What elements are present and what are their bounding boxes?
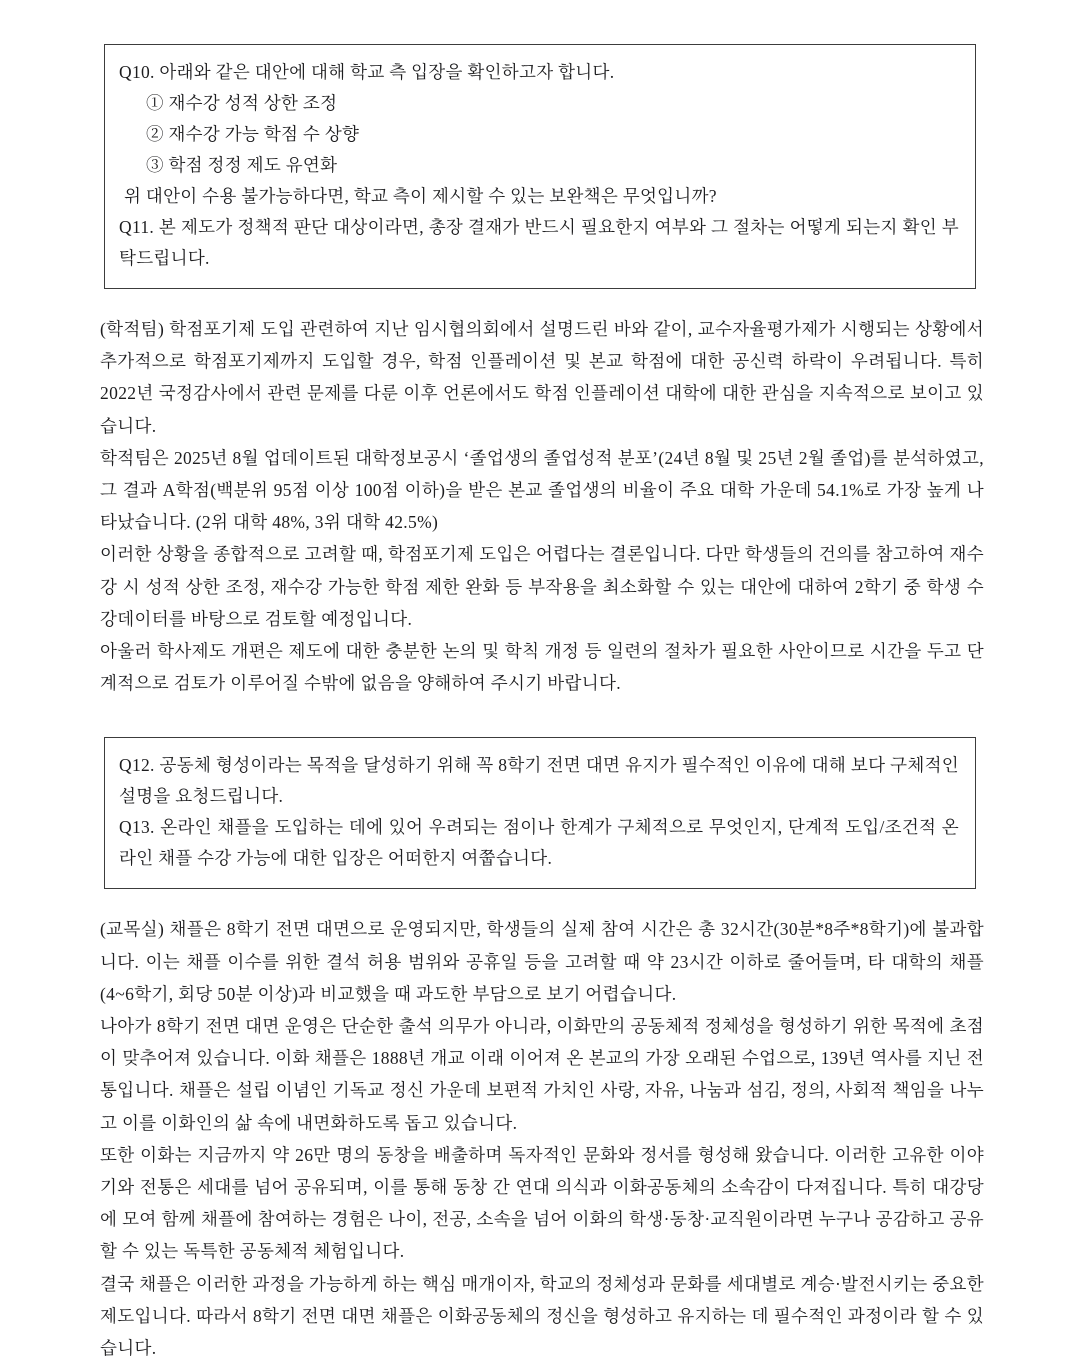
response-paragraph: (학적팀) 학점포기제 도입 관련하여 지난 임시협의회에서 설명드린 바와 같이, 교수자율평가제가 시행되는 상황에서 추가적으로 학점포기제까지 도입할 경우, 학점 인플레이션 및 본교 학점에 대한 공신력 하락이 우려됩니다. 특히 2022년 국정감사에서 관련 문제를 다룬 이후 언론에서도 학점 인플레이션 대학에 대한 관심을 지속적으로 보이고 있습니다. [100,319,984,436]
response-hakjeok-team [100,313,984,699]
question-q13: Q13. 온라인 채플을 도입하는 데에 있어 우려되는 점이나 한계가 구체적으로 무엇인지, 단계적 도입/조건적 온라인 채플 수강 가능에 대한 입장은 어떠한지 여쭙습니다. [119,817,959,869]
response-paragraph: 아울러 학사제도 개편은 제도에 대한 충분한 논의 및 학칙 개정 등 일련의 절차가 필요한 사안이므로 시간을 두고 단계적으로 검토가 이루어질 수밖에 없음을 양해하여 주시기 바랍니다. [100,641,984,694]
response-paragraph: 나아가 8학기 전면 대면 운영은 단순한 출석 의무가 아니라, 이화만의 공동체적 정체성을 형성하기 위한 목적에 초점이 맞추어져 있습니다. 이화 채플은 1888년 개교 이래 이어져 온 본교의 가장 오래된 수업으로, 139년 역사를 지닌 전통입니다. 채플은 설립 이념인 기독교 정신 가운데 보편적 가치인 사랑, 자유, 나눔과 섬김, 정의, 사회적 책임을 나누고 이를 이화인의 삶 속에 내면화하도록 돕고 있습니다. [100,1016,984,1133]
q10-option-1: ① 재수강 성적 상한 조정 [146,93,338,113]
question-box-1 [104,44,976,289]
response-paragraph: 또한 이화는 지금까지 약 26만 명의 동창을 배출하며 독자적인 문화와 정서를 형성해 왔습니다. 이러한 고유한 이야기와 전통은 세대를 넘어 공유되며, 이를 통해 동창 간 연대 의식과 이화공동체의 소속감이 다져집니다. 특히 대강당에 모여 함께 채플에 참여하는 경험은 나이, 전공, 소속을 넘어 이화의 학생·동창·교직원이라면 누구나 공감하고 공유할 수 있는 독특한 공동체적 체험입니다. [100,1144,984,1262]
q10-option-3: ③ 학점 정정 제도 유연화 [146,155,338,175]
response-gyomoksil [100,913,984,1364]
question-q11: Q11. 본 제도가 정책적 판단 대상이라면, 총장 결재가 반드시 필요한지 여부와 그 절차는 어떻게 되는지 확인 부탁드립니다. [119,217,959,268]
question-q12: Q12. 공동체 형성이라는 목적을 달성하기 위해 꼭 8학기 전면 대면 유지가 필수적인 이유에 대해 보다 구체적인 설명을 요청드립니다. [119,755,959,807]
question-box-2 [104,737,976,889]
response-paragraph: 이러한 상황을 종합적으로 고려할 때, 학점포기제 도입은 어렵다는 결론입니다. 다만 학생들의 건의를 참고하여 재수강 시 성적 상한 조정, 재수강 가능한 학점 제한 완화 등 부작용을 최소화할 수 있는 대안에 대하여 2학기 중 학생 수강데이터를 바탕으로 검토할 예정입니다. [100,544,984,629]
q10-followup: 위 대안이 수용 불가능하다면, 학교 측이 제시할 수 있는 보완책은 무엇입니까? [124,186,717,206]
response-paragraph: 결국 채플은 이러한 과정을 가능하게 하는 핵심 매개이자, 학교의 정체성과 문화를 세대별로 계승·발전시키는 중요한 제도입니다. 따라서 8학기 전면 대면 채플은 이화공동체의 정신을 형성하고 유지하는 데 필수적인 과정이라 할 수 있습니다. [100,1273,984,1359]
question-q10: Q10. 아래와 같은 대안에 대해 학교 측 입장을 확인하고자 합니다. [119,62,615,82]
response-paragraph: 학적팀은 2025년 8월 업데이트된 대학정보공시 ‘졸업생의 졸업성적 분포’(24년 8월 및 25년 2월 졸업)를 분석하였고, 그 결과 A학점(백분위 95점 이상 100점 이하)을 받은 본교 졸업생의 비율이 주요 대학 가운데 54.1%로 가장 높게 나타났습니다. (2위 대학 48%, 3위 대학 42.5%) [100,447,984,533]
response-paragraph: (교목실) 채플은 8학기 전면 대면으로 운영되지만, 학생들의 실제 참여 시간은 총 32시간(30분*8주*8학기)에 불과합니다. 이는 채플 이수를 위한 결석 허용 범위와 공휴일 등을 고려할 때 약 23시간 이하로 줄어들며, 타 대학의 채플(4~6학기, 회당 50분 이상)과 비교했을 때 과도한 부담으로 보기 어렵습니다. [100,919,984,1004]
q10-option-2: ② 재수강 가능 학점 수 상향 [146,124,360,144]
